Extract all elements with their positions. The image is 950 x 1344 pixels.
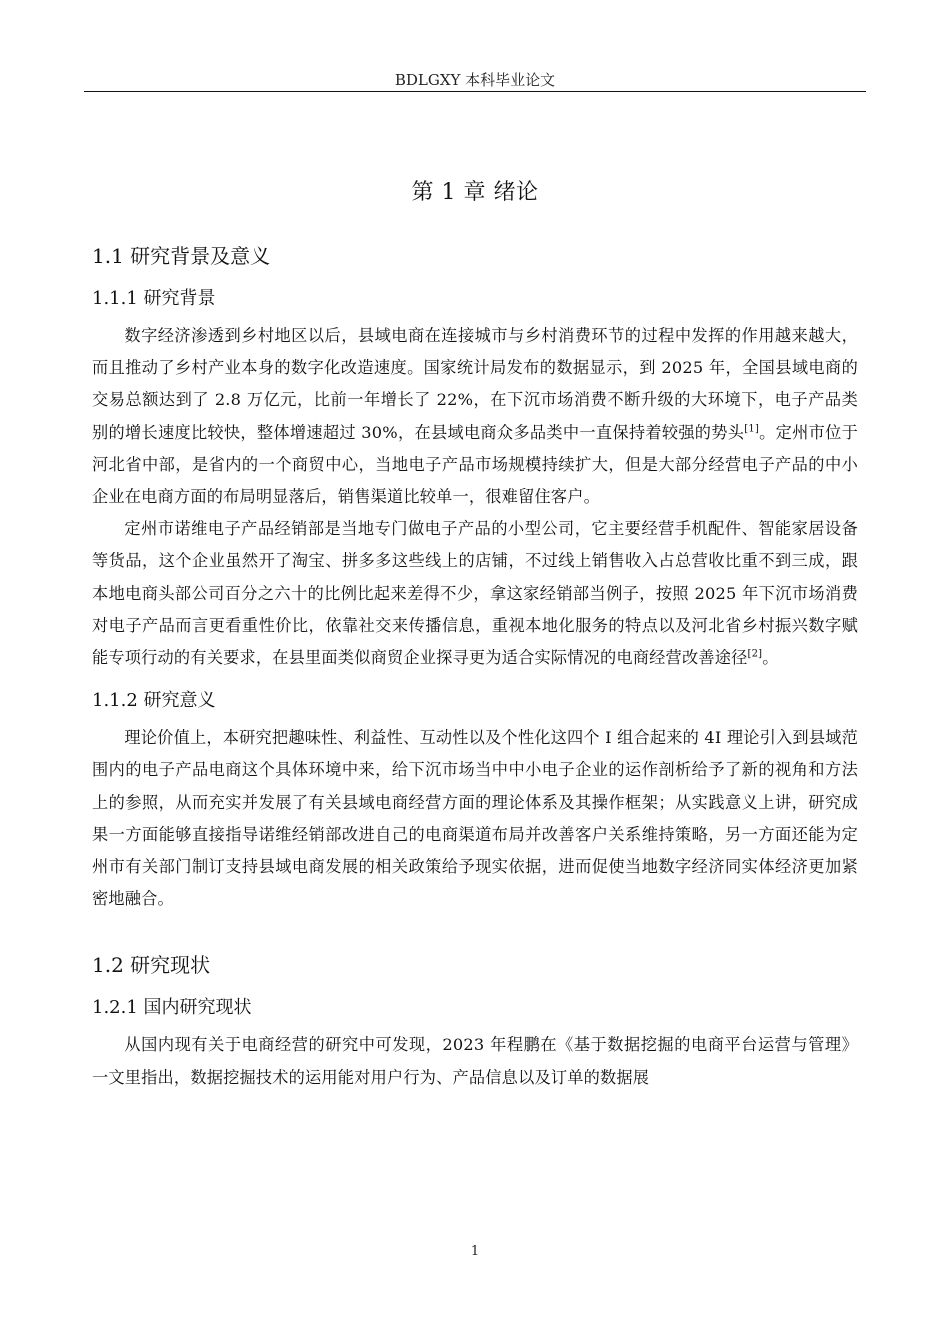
citation-ref-2[interactable]: [2] (747, 648, 763, 660)
subsection-title-1-1-1: 1.1.1 研究背景 (92, 288, 216, 309)
paragraph-text: 。 (762, 648, 779, 668)
page-content (92, 170, 858, 1094)
paragraph-text: 定州市诺维电子产品经销部是当地专门做电子产品的小型公司，它主要经营手机配件、智能家居设备等货品，这个企业虽然开了淘宝、拼多多这些线上的店铺，不过线上销售收入占总营收比重不到三成，跟本地电商头部公司百分之六十的比例比起来差得不少，拿这家经销部当例子，按照 2025 年下沉市场消费对电子产品而言更看重性价比，依靠社交来传播信息，重视本地化服务的特点以及河北省乡村振兴数字赋能专项行动的有关要求，在县里面类似商贸企业探寻更为适合实际情况的电商经营改善途径 (92, 519, 858, 668)
citation-ref-1[interactable]: [1] (744, 423, 760, 435)
paragraph-text: 。定州市位于河北省中部，是省内的一个商贸中心，当地电子产品市场规模持续扩大，但是大部分经营电子产品的中小企业在电商方面的布局明显落后，销售渠道比较单一，很难留住客户。 (92, 422, 858, 507)
paragraph-domestic-research: 从国内现有关于电商经营的研究中可发现，2023 年程鹏在《基于数据挖掘的电商平台运营与管理》一文里指出，数据挖掘技术的运用能对用户行为、产品信息以及订单的数据展 (92, 1035, 858, 1087)
section-title-1-2: 1.2 研究现状 (92, 953, 211, 978)
paragraph-significance: 理论价值上，本研究把趣味性、利益性、互动性以及个性化这四个 I 组合起来的 4I 理论引入到县域范围内的电子产品电商这个具体环境中来，给下沉市场当中中小电子企业的运作剖析给予了新的视角和方法上的参照，从而充实并发展了有关县域电商经营方面的理论体系及其操作框架；从实践意义上讲，研究成果一方面能够直接指导诺维经销部改进自己的电商渠道布局并改善客户关系维持策略，另一方面还能为定州市有关部门制订支持县域电商发展的相关政策给予现实依据，进而促使当地数字经济同实体经济更加紧密地融合。 (92, 728, 858, 909)
page-number: 1 (470, 1244, 480, 1259)
paragraph-background-1 (92, 320, 858, 513)
running-header: BDLGXY 本科毕业论文 (394, 71, 556, 89)
subsection-title-1-1-2: 1.1.2 研究意义 (92, 690, 216, 712)
paragraph-background-2 (92, 513, 858, 674)
header-rule (84, 91, 866, 92)
section-title-1-1: 1.1 研究背景及意义 (92, 244, 271, 268)
chapter-title: 第 1 章 绪论 (411, 180, 539, 205)
subsection-title-1-2-1: 1.2.1 国内研究现状 (92, 997, 252, 1019)
paragraph-text: 数字经济渗透到乡村地区以后，县域电商在连接城市与乡村消费环节的过程中发挥的作用越来越大，而且推动了乡村产业本身的数字化改造速度。国家统计局发布的数据显示，到 2025 年，全国县域电商的交易总额达到了 2.8 万亿元，比前一年增长了 22%，在下沉市场消费不断升级的大环境下，电子产品类别的增长速度比较快，整体增速超过 30%，在县域电商众多品类中一直保持着较强的势头 (92, 326, 858, 442)
